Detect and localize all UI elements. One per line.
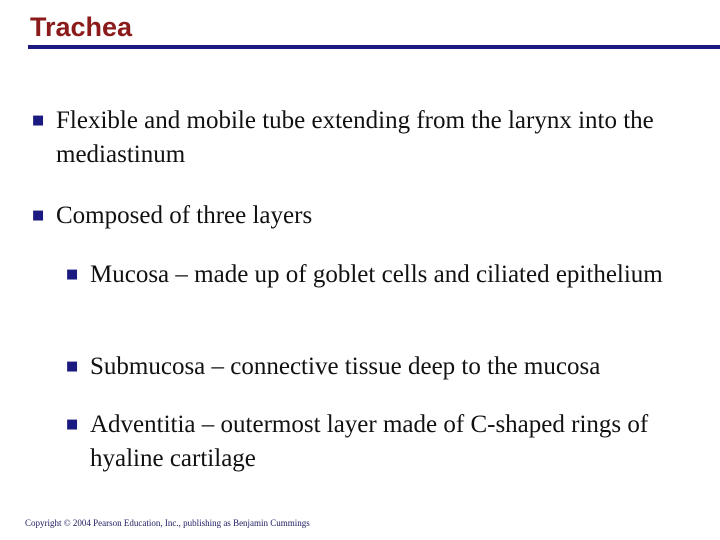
square-bullet-icon: ■ xyxy=(66,359,79,374)
bullet-item xyxy=(32,199,700,233)
slide-title: Trachea xyxy=(30,12,133,42)
square-bullet-icon: ■ xyxy=(66,417,79,432)
bullet-text: Flexible and mobile tube extending from the larynx into the mediastinum xyxy=(56,107,654,168)
title-divider xyxy=(28,45,720,49)
sub-bullet-text: Mucosa – made up of goblet cells and ciliated epithelium xyxy=(90,261,663,288)
sub-bullet-text: Submucosa – connective tissue deep to the mucosa xyxy=(90,353,601,380)
square-bullet-icon: ■ xyxy=(66,267,79,282)
bullet-text: Composed of three layers xyxy=(56,202,313,229)
bullet-item xyxy=(32,104,700,172)
copyright-notice: Copyright © 2004 Pearson Education, Inc., publishing as Benjamin Cummings xyxy=(25,518,310,528)
sub-bullet-text: Adventitia – outermost layer made of C-shaped rings of hyaline cartilage xyxy=(90,411,649,472)
sub-bullet-item xyxy=(66,350,706,384)
square-bullet-icon: ■ xyxy=(32,113,45,128)
sub-bullet-item xyxy=(66,408,706,476)
square-bullet-icon: ■ xyxy=(32,208,45,223)
sub-bullet-item xyxy=(66,258,706,292)
